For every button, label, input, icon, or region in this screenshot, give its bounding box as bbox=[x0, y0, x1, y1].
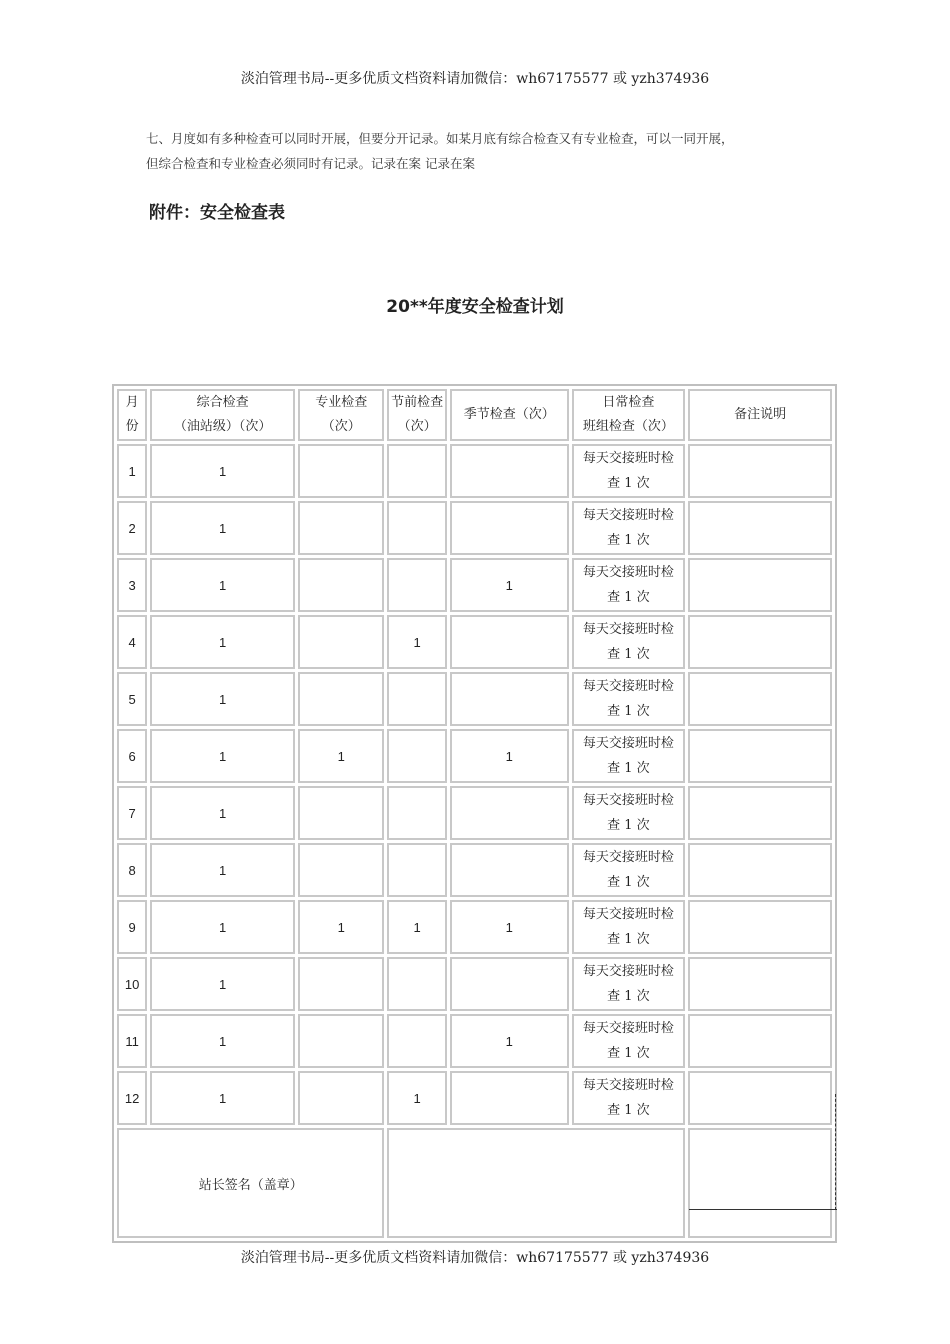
cell-daily bbox=[572, 786, 686, 840]
header-professional-line-2: （次） bbox=[321, 419, 361, 434]
header-holiday-line-1: 节前检查 bbox=[391, 395, 444, 410]
cell-seasonal bbox=[450, 615, 569, 669]
cell-professional bbox=[298, 501, 384, 555]
cell-month: 5 bbox=[117, 672, 147, 726]
cell-comprehensive: 1 bbox=[150, 729, 295, 783]
cell-month: 1 bbox=[117, 444, 147, 498]
cell-holiday bbox=[387, 729, 446, 783]
signature-field bbox=[387, 1128, 685, 1238]
table-row bbox=[117, 1071, 832, 1125]
cell-professional bbox=[298, 957, 384, 1011]
cell-remarks bbox=[688, 558, 832, 612]
cell-daily-line-2: 查 1 次 bbox=[607, 761, 650, 776]
cell-daily-line-1: 每天交接班时检 bbox=[582, 850, 674, 865]
cell-seasonal bbox=[450, 957, 569, 1011]
cell-professional bbox=[298, 1014, 384, 1068]
cell-holiday bbox=[387, 501, 446, 555]
cell-seasonal: 1 bbox=[450, 1014, 569, 1068]
cell-daily-line-1: 每天交接班时检 bbox=[582, 451, 674, 466]
cell-daily-line-1: 每天交接班时检 bbox=[582, 793, 674, 808]
table-row bbox=[117, 558, 832, 612]
inspection-plan-table-wrapper bbox=[112, 384, 837, 1243]
cell-seasonal bbox=[450, 672, 569, 726]
cell-daily-line-1: 每天交接班时检 bbox=[582, 1078, 674, 1093]
cell-daily-line-1: 每天交接班时检 bbox=[582, 622, 674, 637]
table-row bbox=[117, 615, 832, 669]
cell-comprehensive: 1 bbox=[150, 615, 295, 669]
cell-comprehensive: 1 bbox=[150, 1071, 295, 1125]
header-holiday bbox=[387, 389, 446, 441]
page-footer: 淡泊管理书局--更多优质文档资料请加微信：wh67175577 或 yzh374936 bbox=[240, 1250, 710, 1266]
cell-daily-line-2: 查 1 次 bbox=[607, 989, 650, 1004]
cell-month: 3 bbox=[117, 558, 147, 612]
cell-holiday bbox=[387, 957, 446, 1011]
stamp-area bbox=[688, 1128, 832, 1238]
cell-holiday: 1 bbox=[387, 1071, 446, 1125]
cell-month: 12 bbox=[117, 1071, 147, 1125]
cell-daily-line-1: 每天交接班时检 bbox=[582, 964, 674, 979]
signature-label: 站长签名（盖章） bbox=[117, 1128, 384, 1238]
cell-seasonal bbox=[450, 1071, 569, 1125]
cell-comprehensive: 1 bbox=[150, 672, 295, 726]
cell-comprehensive: 1 bbox=[150, 501, 295, 555]
cell-seasonal bbox=[450, 501, 569, 555]
table-row bbox=[117, 729, 832, 783]
header-holiday-line-2: （次） bbox=[397, 419, 437, 434]
cell-month: 2 bbox=[117, 501, 147, 555]
cell-month: 11 bbox=[117, 1014, 147, 1068]
cell-holiday bbox=[387, 786, 446, 840]
cell-holiday bbox=[387, 672, 446, 726]
cell-remarks bbox=[688, 615, 832, 669]
cell-seasonal: 1 bbox=[450, 558, 569, 612]
cell-professional bbox=[298, 786, 384, 840]
cell-professional bbox=[298, 558, 384, 612]
cell-daily bbox=[572, 1014, 686, 1068]
cell-remarks bbox=[688, 444, 832, 498]
cell-remarks bbox=[688, 501, 832, 555]
cell-daily bbox=[572, 672, 686, 726]
cell-holiday: 1 bbox=[387, 900, 446, 954]
header-seasonal: 季节检查（次） bbox=[450, 389, 569, 441]
cell-daily bbox=[572, 615, 686, 669]
cell-seasonal bbox=[450, 444, 569, 498]
header-remarks: 备注说明 bbox=[688, 389, 832, 441]
cell-daily-line-1: 每天交接班时检 bbox=[582, 907, 674, 922]
dashed-edge-line bbox=[835, 1094, 836, 1210]
cell-professional: 1 bbox=[298, 729, 384, 783]
table-header-row bbox=[117, 389, 832, 441]
cell-month: 6 bbox=[117, 729, 147, 783]
cell-daily bbox=[572, 843, 686, 897]
cell-daily bbox=[572, 558, 686, 612]
paragraph-7 bbox=[146, 126, 836, 176]
cell-seasonal: 1 bbox=[450, 900, 569, 954]
cell-daily bbox=[572, 900, 686, 954]
cell-daily-line-2: 查 1 次 bbox=[607, 647, 650, 662]
cell-remarks bbox=[688, 1071, 832, 1125]
cell-month: 9 bbox=[117, 900, 147, 954]
cell-comprehensive: 1 bbox=[150, 786, 295, 840]
cell-daily-line-2: 查 1 次 bbox=[607, 932, 650, 947]
cell-daily-line-2: 查 1 次 bbox=[607, 590, 650, 605]
signature-baseline bbox=[689, 1209, 837, 1210]
header-month bbox=[117, 389, 147, 441]
cell-daily-line-2: 查 1 次 bbox=[607, 476, 650, 491]
table-row bbox=[117, 444, 832, 498]
header-comprehensive-line-1: 综合检查 bbox=[196, 395, 249, 410]
cell-comprehensive: 1 bbox=[150, 444, 295, 498]
cell-professional bbox=[298, 444, 384, 498]
cell-comprehensive: 1 bbox=[150, 558, 295, 612]
table-row bbox=[117, 843, 832, 897]
cell-professional: 1 bbox=[298, 900, 384, 954]
header-month-line-1: 月 bbox=[125, 395, 139, 410]
cell-month: 8 bbox=[117, 843, 147, 897]
cell-daily-line-1: 每天交接班时检 bbox=[582, 736, 674, 751]
header-professional bbox=[298, 389, 384, 441]
table-row bbox=[117, 1014, 832, 1068]
cell-remarks bbox=[688, 957, 832, 1011]
cell-daily-line-2: 查 1 次 bbox=[607, 875, 650, 890]
cell-daily-line-2: 查 1 次 bbox=[607, 818, 650, 833]
cell-month: 7 bbox=[117, 786, 147, 840]
cell-professional bbox=[298, 672, 384, 726]
plan-title: 20**年度安全检查计划 bbox=[386, 297, 564, 317]
cell-holiday bbox=[387, 558, 446, 612]
cell-remarks bbox=[688, 672, 832, 726]
cell-daily-line-1: 每天交接班时检 bbox=[582, 565, 674, 580]
cell-daily-line-1: 每天交接班时检 bbox=[582, 508, 674, 523]
table-row bbox=[117, 957, 832, 1011]
cell-remarks bbox=[688, 786, 832, 840]
cell-daily bbox=[572, 1071, 686, 1125]
attachment-title: 附件：安全检查表 bbox=[149, 203, 285, 223]
table-row bbox=[117, 900, 832, 954]
table-row bbox=[117, 672, 832, 726]
cell-seasonal bbox=[450, 786, 569, 840]
header-professional-line-1: 专业检查 bbox=[315, 395, 368, 410]
header-comprehensive-line-2: （油站级）（次） bbox=[173, 419, 272, 434]
cell-holiday: 1 bbox=[387, 615, 446, 669]
cell-daily bbox=[572, 729, 686, 783]
cell-holiday bbox=[387, 444, 446, 498]
header-daily-line-2: 班组检查（次） bbox=[582, 419, 674, 434]
cell-daily bbox=[572, 957, 686, 1011]
cell-remarks bbox=[688, 729, 832, 783]
cell-remarks bbox=[688, 843, 832, 897]
cell-daily-line-2: 查 1 次 bbox=[607, 1103, 650, 1118]
cell-seasonal bbox=[450, 843, 569, 897]
cell-comprehensive: 1 bbox=[150, 1014, 295, 1068]
cell-daily bbox=[572, 444, 686, 498]
header-comprehensive bbox=[150, 389, 295, 441]
paragraph-line-1: 七、月度如有多种检查可以同时开展，但要分开记录。如某月底有综合检查又有专业检查，可以一同开展， bbox=[146, 131, 734, 146]
cell-daily-line-2: 查 1 次 bbox=[607, 533, 650, 548]
paragraph-line-2: 但综合检查和专业检查必须同时有记录。记录在案 记录在案 bbox=[146, 156, 475, 171]
page-header: 淡泊管理书局--更多优质文档资料请加微信：wh67175577 或 yzh374936 bbox=[240, 71, 710, 87]
cell-month: 10 bbox=[117, 957, 147, 1011]
cell-comprehensive: 1 bbox=[150, 843, 295, 897]
cell-comprehensive: 1 bbox=[150, 957, 295, 1011]
cell-holiday bbox=[387, 843, 446, 897]
signature-row bbox=[117, 1128, 832, 1238]
cell-daily bbox=[572, 501, 686, 555]
table-row bbox=[117, 786, 832, 840]
cell-holiday bbox=[387, 1014, 446, 1068]
table-row bbox=[117, 501, 832, 555]
cell-remarks bbox=[688, 1014, 832, 1068]
cell-daily-line-1: 每天交接班时检 bbox=[582, 1021, 674, 1036]
header-month-line-2: 份 bbox=[125, 419, 139, 434]
inspection-plan-table bbox=[112, 384, 837, 1243]
cell-professional bbox=[298, 615, 384, 669]
cell-comprehensive: 1 bbox=[150, 900, 295, 954]
cell-daily-line-2: 查 1 次 bbox=[607, 704, 650, 719]
cell-daily-line-2: 查 1 次 bbox=[607, 1046, 650, 1061]
cell-seasonal: 1 bbox=[450, 729, 569, 783]
header-daily bbox=[572, 389, 686, 441]
cell-professional bbox=[298, 843, 384, 897]
cell-daily-line-1: 每天交接班时检 bbox=[582, 679, 674, 694]
cell-remarks bbox=[688, 900, 832, 954]
cell-professional bbox=[298, 1071, 384, 1125]
header-daily-line-1: 日常检查 bbox=[602, 395, 655, 410]
cell-month: 4 bbox=[117, 615, 147, 669]
